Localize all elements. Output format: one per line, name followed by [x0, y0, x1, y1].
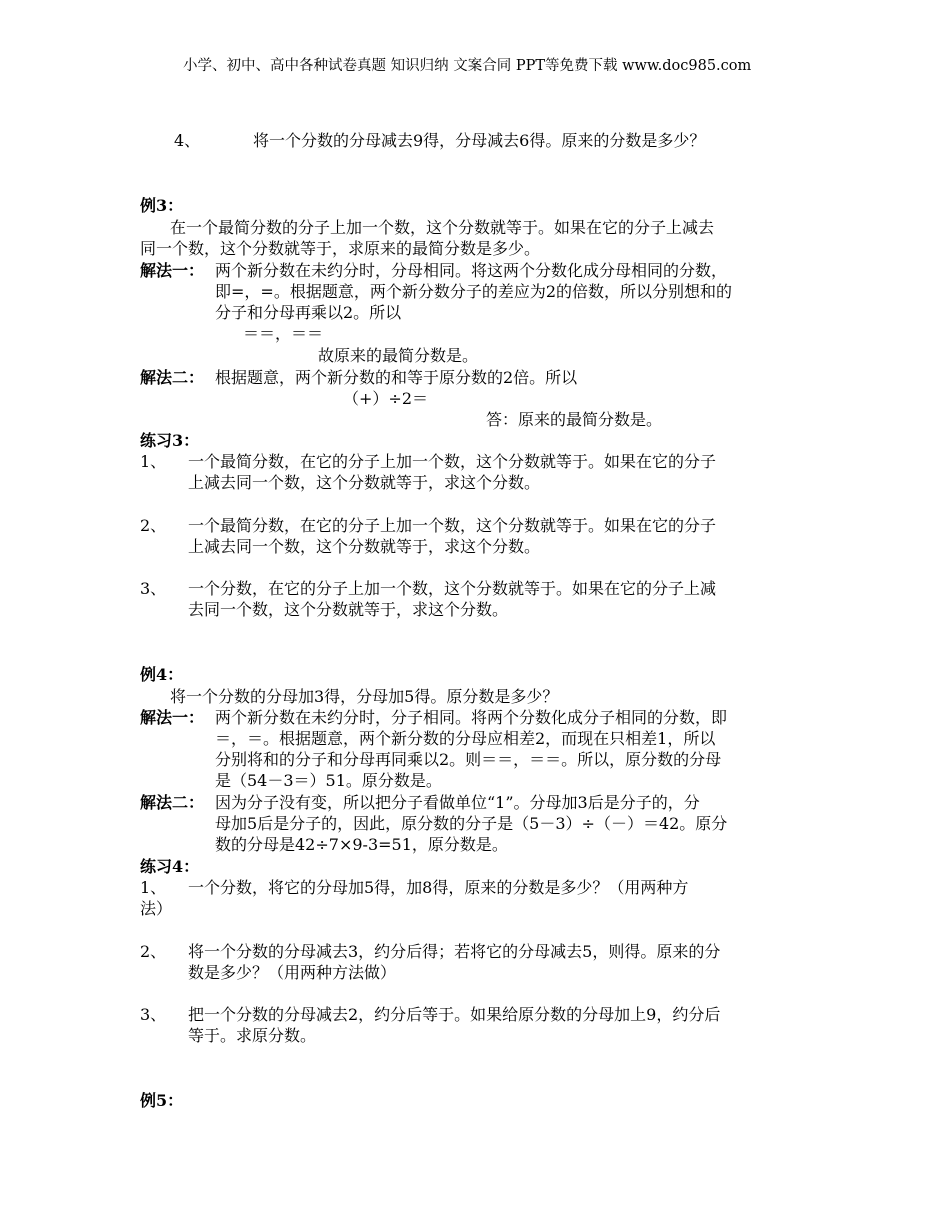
item-number: 1、: [140, 878, 167, 897]
item-number: 3、: [140, 579, 167, 598]
example-problem: 在一个最简分数的分子上加一个数，这个分数就等于。如果在它的分子上减去: [170, 218, 715, 237]
method-text: 因为分子没有变，所以把分子看做单位“1”。分母加3后是分子的，分: [215, 793, 700, 812]
method-text: 数的分母是42÷7×9-3=51，原分数是。: [215, 835, 508, 854]
item-number: 3、: [140, 1005, 167, 1024]
item-text: 数是多少？（用两种方法做）: [188, 963, 397, 982]
answer: 答：原来的最简分数是。: [486, 410, 663, 429]
item-text: 将一个分数的分母减去3，约分后得；若将它的分母减去5，则得。原来的分: [188, 942, 721, 961]
item-text: 等于。求原分数。: [188, 1026, 317, 1045]
method-label: 解法二：: [140, 368, 205, 387]
practice-heading: 练习4：: [140, 857, 200, 876]
question-number: 4、: [174, 131, 201, 150]
page-header: 小学、初中、高中各种试卷真题 知识归纳 文案合同 PPT等免费下载 www.doc985.com: [183, 58, 752, 74]
item-number: 2、: [140, 516, 167, 535]
example-heading: 例3：: [140, 196, 184, 215]
method-text: 母加5后是分子的，因此，原分数的分子是（5－3）÷（－）＝42。原分: [215, 814, 728, 833]
method-text: 两个新分数在未约分时，分母相同。将这两个分数化成分母相同的分数，: [215, 261, 728, 280]
example-heading: 例5：: [140, 1091, 184, 1110]
item-text: 一个分数，在它的分子上加一个数，这个分数就等于。如果在它的分子上减: [188, 579, 717, 598]
method-text: 两个新分数在未约分时，分子相同。将两个分数化成分子相同的分数，即: [215, 708, 728, 727]
method-text: ＝，＝。根据题意，两个新分数的分母应相差2，而现在只相差1，所以: [215, 729, 716, 748]
conclusion: 故原来的最简分数是。: [318, 346, 479, 365]
item-text: 去同一个数，这个分数就等于，求这个分数。: [188, 600, 509, 619]
method-text: 是（54－3＝）51。原分数是。: [215, 771, 442, 790]
example-problem: 同一个数，这个分数就等于，求原来的最简分数是多少。: [140, 239, 541, 258]
question-text: 将一个分数的分母减去9得，分母减去6得。原来的分数是多少？: [253, 131, 706, 150]
item-text: 把一个分数的分母减去2，约分后等于。如果给原分数的分母加上9，约分后: [188, 1005, 721, 1024]
method-label: 解法一：: [140, 261, 205, 280]
example-problem: 将一个分数的分母加3得，分母加5得。原分数是多少？: [170, 687, 559, 706]
method-text: 分别将和的分子和分母再同乘以2。则＝＝，＝＝。所以，原分数的分母: [215, 750, 722, 769]
method-text: 即=，=。根据题意，两个新分数分子的差应为2的倍数，所以分别想和的: [215, 282, 732, 301]
method-label: 解法二：: [140, 793, 205, 812]
item-text: 上减去同一个数，这个分数就等于，求这个分数。: [188, 537, 541, 556]
item-text: 上减去同一个数，这个分数就等于，求这个分数。: [188, 473, 541, 492]
practice-heading: 练习3：: [140, 431, 200, 450]
equation: ＝＝，＝＝: [243, 324, 324, 343]
item-text: 一个分数，将它的分母加5得，加8得，原来的分数是多少？（用两种方: [188, 878, 689, 897]
method-text: 根据题意，两个新分数的和等于原分数的2倍。所以: [215, 368, 578, 387]
method-text: 分子和分母再乘以2。所以: [215, 303, 402, 322]
method-label: 解法一：: [140, 708, 205, 727]
item-text: 一个最简分数，在它的分子上加一个数，这个分数就等于。如果在它的分子: [188, 516, 717, 535]
item-text: 一个最简分数，在它的分子上加一个数，这个分数就等于。如果在它的分子: [188, 452, 717, 471]
item-text: 法）: [140, 899, 173, 918]
example-heading: 例4：: [140, 665, 184, 684]
equation: （+）÷2＝: [343, 389, 428, 408]
item-number: 1、: [140, 452, 167, 471]
item-number: 2、: [140, 942, 167, 961]
